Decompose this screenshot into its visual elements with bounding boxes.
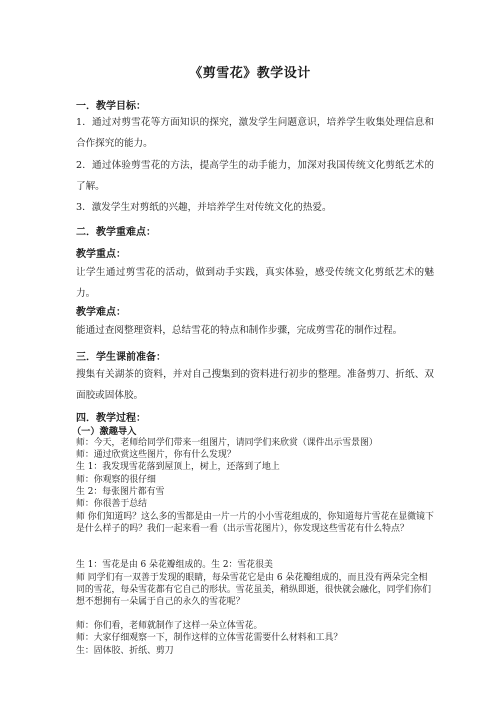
dialogue-line: 师：你很善于总结	[76, 499, 147, 509]
prep-text: 搜集有关湖茶的资料，并对自己搜集到的资料进行初步的整理。准备剪刀、折纸、双面胶或固体胶。	[76, 369, 434, 401]
dialogue-line: 生：固体胶、折纸、剪刀	[76, 646, 174, 656]
document-title: 《剪雪花》教学设计	[189, 66, 311, 81]
dialogue-line: 师：你们看，老师就制作了这样一朵立体雪花。	[76, 621, 263, 631]
objective-3: 3．激发学生对剪纸的兴趣，并培养学生对传统文化的热爱。	[76, 202, 332, 213]
difficult-label: 教学难点：	[76, 307, 126, 318]
difficult-text: 能通过查阅整理资料，总结雪花的特点和制作步骤，完成剪雪花的制作过程。	[76, 325, 403, 336]
dialogue-line: 生 1：我发现雪花落到屋顶上，树上，还落到了地上	[76, 462, 280, 472]
key-points-heading: 二．教学重难点：	[76, 227, 156, 238]
objectives-heading: 一．教学目标：	[76, 101, 146, 112]
key-text: 让学生通过剪雪花的活动，做到动手实践，真实体验，感受传统文化剪纸艺术的魅力。	[76, 267, 434, 299]
objective-2: 2．通过体验剪雪花的方法，提高学生的动手能力，加深对我国传统文化剪纸艺术的了解。	[76, 160, 434, 192]
intro-heading: （一）激趣导入	[72, 426, 137, 437]
dialogue-line: 师：你观察的很仔细	[76, 475, 156, 485]
dialogue-line: 师 同学们有一双善于发现的眼睛，每朵雪花它是由 6 朵花瓣组成的，而且没有两朵完全相同的雪花，每朵雪花都有它自己的形状。雪花虽美，稍纵即逝，很快就会融化，同学们你们想不想拥有一朵属于自己的永久的雪花呢？	[76, 573, 431, 608]
prep-heading: 三．学生课前准备：	[76, 352, 166, 363]
dialogue-line: 生 1：雪花是由 6 朵花瓣组成的。生 2：雪花很美	[76, 560, 273, 570]
key-label: 教学重点：	[76, 249, 126, 260]
dialogue-line: 师 你们知道吗？这么多的雪都是由一片一片的小小雪花组成的，你知道每片雪花在显微镜下是什么样子的吗？我们一起来看一看（出示雪花图片），你发现这些雪花有什么特点？	[76, 512, 434, 535]
dialogue-line: 师：通过欣赏这些图片，你有什么发现？	[76, 450, 236, 460]
dialogue-line: 师：大家仔细观察一下，制作这样的立体雪花需要什么材料和工具？	[76, 633, 343, 643]
objective-1: 1．通过对剪雪花等方面知识的探究，激发学生问题意识，培养学生收集处理信息和合作探究的能力。	[76, 117, 434, 149]
dialogue-line: 生 2：每张图片都有雪	[76, 487, 165, 497]
process-heading: 四．教学过程：	[76, 413, 146, 424]
dialogue-line: 师：今天，老师给同学们带来一组图片，请同学们来欣赏（课件出示雪景图）	[76, 438, 378, 448]
